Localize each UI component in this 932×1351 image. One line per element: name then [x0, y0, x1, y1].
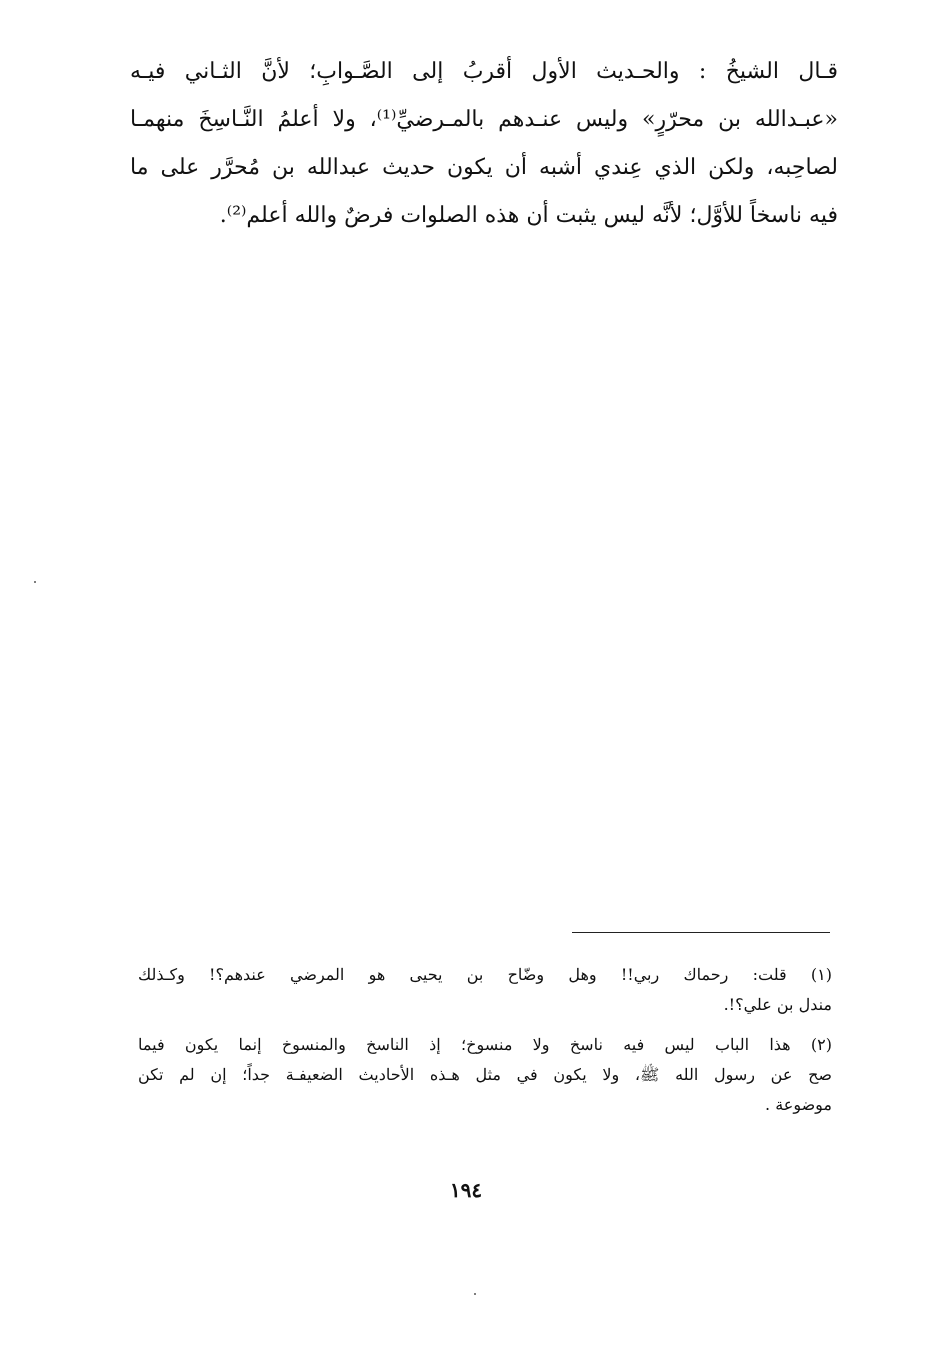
text-line: قـال الشيخُ : والحـديث الأول أقربُ إلى الصَّـوابِ؛ لأنَّ الثـاني فيـه — [130, 59, 838, 84]
footnote-line: (٢) هذا الباب ليس فيه ناسخ ولا منسوخ؛ إذ الناسخ والمنسوخ إنما يكون فيما — [138, 1035, 832, 1054]
page-number: ١٩٤ — [449, 1178, 483, 1202]
scan-speck — [474, 1293, 476, 1295]
footnote-line: صح عن رسول الله ﷺ، ولا يكون في مثل هـذه الأحاديث الضعيفـة جداً؛ إن لم تكن — [138, 1065, 832, 1084]
footnote-separator — [572, 932, 830, 933]
footnote-line: موضوعة . — [765, 1095, 832, 1114]
main-text — [130, 48, 838, 240]
text-line: لصاحِبه، ولكن الذي عِندي أشبه أن يكون حديث عبدالله بن مُحرَّر على ما — [130, 155, 838, 180]
footnote-line: (١) قلت: رحماك ربي!! وهل وضّاح بن يحيى هو المرضي عندهم؟! وكـذلك — [138, 965, 832, 984]
footnotes — [138, 960, 832, 1130]
scan-speck — [34, 581, 36, 583]
text-line: «عبـدالله بن محرّرٍ» وليس عنـدهم بالمـرضيِّ⁽¹⁾، ولا أعلمُ النَّـاسِخَ منهمـا — [130, 107, 838, 132]
footnote-line: مندل بن علي؟!. — [723, 995, 832, 1014]
footnote-2 — [138, 1030, 832, 1120]
footnote-1 — [138, 960, 832, 1020]
text-line: فيه ناسخاً للأوَّل؛ لأنَّه ليس يثبت أن هذه الصلوات فرضٌ والله أعلم⁽²⁾. — [219, 203, 838, 228]
